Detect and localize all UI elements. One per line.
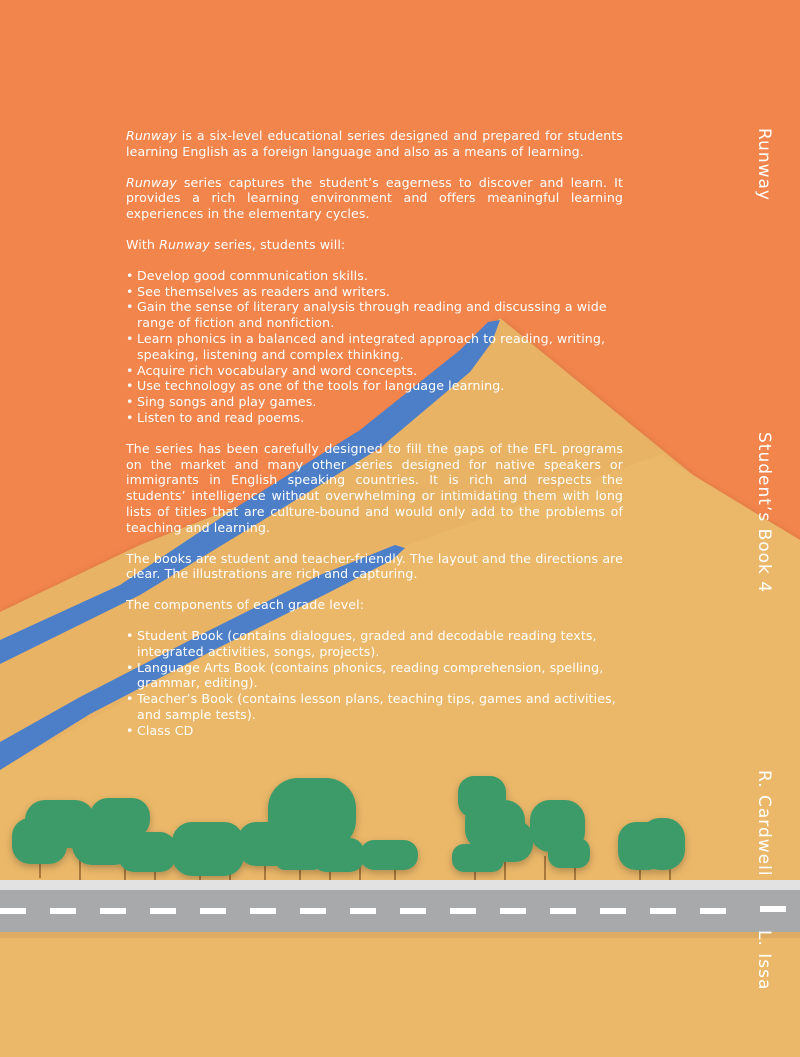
list-item: • Class CD	[126, 723, 623, 739]
spine-volume: Student’s Book 4	[754, 432, 774, 594]
spine-divider	[760, 906, 786, 912]
list-item: • Sing songs and play games.	[126, 394, 623, 410]
book-spine	[744, 0, 800, 1057]
list-item: • Language Arts Book (contains phonics, reading comprehension, spelling, grammar, editing).	[126, 660, 623, 692]
spine-author-1: R. Cardwell	[754, 770, 774, 877]
spine-series-title: Runway	[754, 128, 774, 201]
list-item: • Develop good communication skills.	[126, 268, 623, 284]
outcomes-list	[126, 268, 623, 426]
list-item: • See themselves as readers and writers.	[126, 284, 623, 300]
intro-paragraph-1: Runway is a six-level educational series designed and prepared for students learning English as a foreign language and also as a means of learning.	[126, 128, 623, 159]
list-item: • Student Book (contains dialogues, graded and decodable reading texts, integrated activities, songs, projects).	[126, 628, 623, 660]
back-cover-text	[126, 128, 623, 739]
intro-paragraph-2: Runway series captures the student’s eagerness to discover and learn. It provides a rich learning environment and offers meaningful learning experiences in the elementary cycles.	[126, 174, 623, 222]
list-item: • Teacher’s Book (contains lesson plans, teaching tips, games and activities, and sample tests).	[126, 691, 623, 723]
spine-author-2: L. Issa	[754, 930, 774, 991]
friendly-paragraph: The books are student and teacher-friendly. The layout and the directions are clear. The illustrations are rich and capturing.	[126, 550, 623, 582]
road	[0, 880, 800, 938]
series-title: Runway	[126, 174, 177, 190]
components-list	[126, 628, 623, 739]
list-item: • Learn phonics in a balanced and integrated approach to reading, writing, speaking, listening and complex thinking.	[126, 331, 623, 363]
series-title: Runway	[159, 236, 210, 252]
series-title: Runway	[126, 128, 177, 143]
list-item: • Acquire rich vocabulary and word concepts.	[126, 363, 623, 379]
outcomes-heading: With Runway series, students will:	[126, 236, 346, 252]
list-item: • Use technology as one of the tools for language learning.	[126, 378, 623, 394]
list-item: • Gain the sense of literary analysis through reading and discussing a wide range of fiction and nonfiction.	[126, 299, 623, 331]
components-heading: The components of each grade level:	[126, 597, 365, 613]
list-item: • Listen to and read poems.	[126, 410, 623, 426]
gaps-paragraph: The series has been carefully designed to fill the gaps of the EFL programs on the market and many other series designed for native speakers or immigrants in English speaking countries. It is rich and respects the students’ intelligence without overwhelming or intimidating them with long lists of titles that are culture-bound and would only add to the problems of teaching and learning.	[126, 440, 623, 535]
